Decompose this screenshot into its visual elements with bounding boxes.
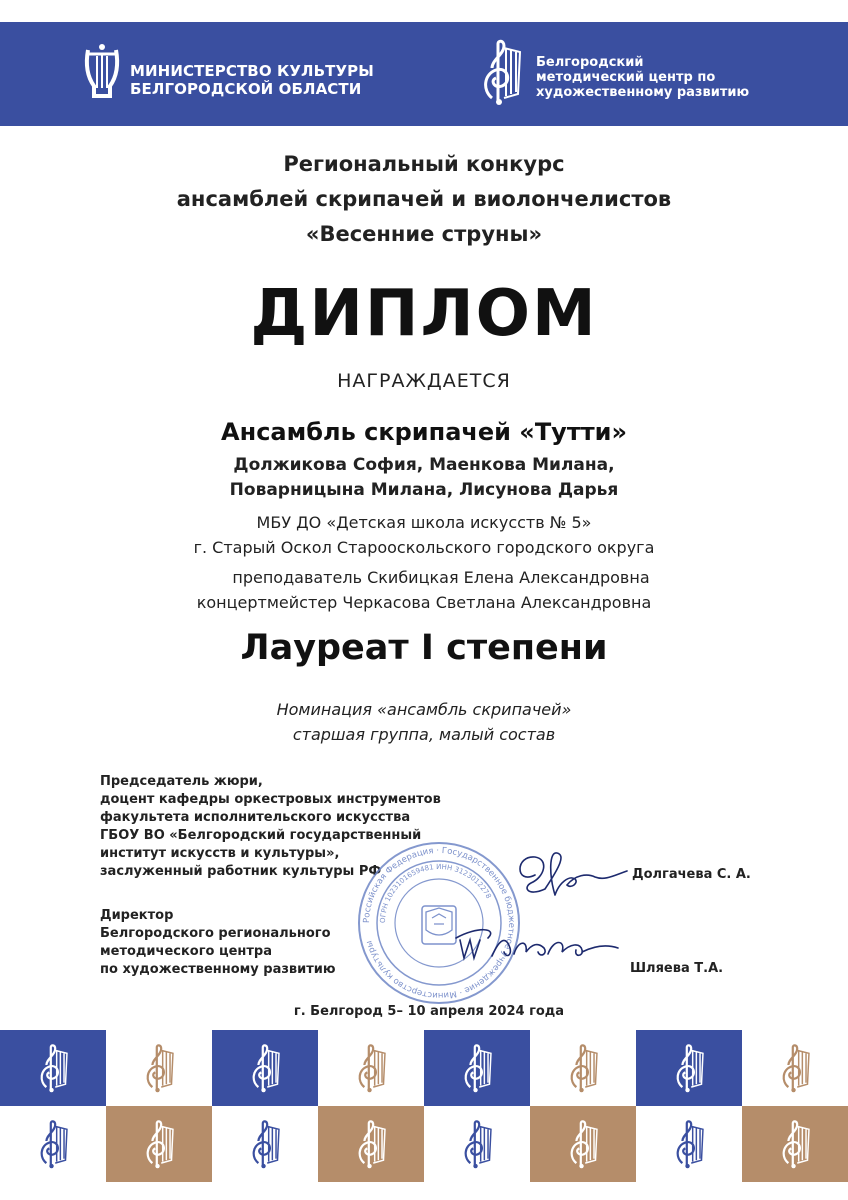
contest-line-3: «Весенние струны» (305, 222, 543, 246)
nomination-info (0, 697, 848, 747)
treble-clef-lyre-icon (478, 38, 524, 106)
accompanist-line: концертмейстер Черкасова Светлана Александровна (196, 593, 652, 612)
jury-line: ГБОУ ВО «Белгородский государственный (100, 828, 422, 843)
footer-tile (318, 1106, 424, 1182)
director-line: по художественному развитию (100, 962, 336, 977)
treble-clef-lyre-icon (350, 1119, 392, 1169)
footer-tile (212, 1106, 318, 1182)
laureate-title: Лауреат I степени (240, 628, 608, 668)
header-band (0, 22, 848, 126)
treble-clef-lyre-icon (138, 1043, 180, 1093)
footer-tile (530, 1106, 636, 1182)
teacher-line: преподаватель Скибицкая Елена Александровна (232, 568, 650, 587)
director-name: Шляева Т.А. (630, 961, 724, 976)
jury-line: факультета исполнительского искусства (100, 810, 411, 825)
ensemble-name: Ансамбль скрипачей «Тутти» (221, 418, 627, 446)
ministry-line-1: МИНИСТЕРСТВО КУЛЬТУРЫ (130, 62, 374, 80)
jury-chair-name: Долгачева С. А. (632, 867, 751, 882)
jury-line: Председатель жюри, (100, 774, 263, 789)
ministry-line-2: БЕЛГОРОДСКОЙ ОБЛАСТИ (130, 80, 362, 98)
treble-clef-lyre-icon (350, 1043, 392, 1093)
center-line-2: методический центр по (536, 70, 716, 85)
footer-tile (106, 1030, 212, 1106)
members-line-2: Поварницына Милана, Лисунова Дарья (229, 480, 619, 500)
footer-tile (424, 1030, 530, 1106)
treble-clef-lyre-icon (244, 1043, 286, 1093)
footer-tile (0, 1106, 106, 1182)
nomination-line-1: Номинация «ансамбль скрипачей» (276, 700, 572, 719)
treble-clef-lyre-icon (562, 1119, 604, 1169)
treble-clef-lyre-icon (244, 1119, 286, 1169)
treble-clef-lyre-icon (668, 1119, 710, 1169)
treble-clef-lyre-icon (562, 1043, 604, 1093)
lyre-icon (80, 42, 124, 102)
center-line-1: Белгородский (536, 55, 644, 70)
school-info (0, 510, 848, 560)
footer-tile (212, 1030, 318, 1106)
nomination-line-2: старшая группа, малый состав (292, 725, 556, 744)
contest-line-1: Региональный конкурс (283, 152, 565, 176)
treble-clef-lyre-icon (774, 1043, 816, 1093)
jury-line: заслуженный работник культуры РФ (100, 864, 382, 879)
center-line-3: художественному развитию (536, 85, 750, 100)
school-line-1: МБУ ДО «Детская школа искусств № 5» (256, 513, 592, 532)
director-line: Директор (100, 908, 174, 923)
treble-clef-lyre-icon (668, 1043, 710, 1093)
center-name (536, 55, 749, 100)
footer-tile (106, 1106, 212, 1182)
footer-tile (636, 1106, 742, 1182)
director-line: Белгородского регионального (100, 926, 331, 941)
school-line-2: г. Старый Оскол Старооскольского городского округа (193, 538, 655, 557)
stamp-inner-text: ОГРН 1023101659481 ИНН 3123012278 (378, 862, 493, 924)
director-line: методического центра (100, 944, 273, 959)
footer-tile (318, 1030, 424, 1106)
footer-tile (530, 1030, 636, 1106)
stamp-outer-text: Российская Федерация · Государственное бюджетное учреждение · Министерство культуры (361, 845, 517, 1001)
treble-clef-lyre-icon (32, 1043, 74, 1093)
treble-clef-lyre-icon (138, 1119, 180, 1169)
contest-title (0, 147, 848, 252)
footer-tile (0, 1030, 106, 1106)
contest-line-2: ансамблей скрипачей и виолончелистов (176, 187, 672, 211)
treble-clef-lyre-icon (456, 1119, 498, 1169)
jury-line: институт искусств и культуры», (100, 846, 340, 861)
jury-signature (505, 845, 635, 905)
place-and-date: г. Белгород 5– 10 апреля 2024 года (293, 1004, 565, 1019)
jury-line: доцент кафедры оркестровых инструментов (100, 792, 441, 807)
decorative-tile-footer (0, 1030, 848, 1200)
awarded-label: НАГРАЖДАЕТСЯ (337, 370, 511, 392)
footer-tile (424, 1106, 530, 1182)
footer-tile (636, 1030, 742, 1106)
treble-clef-lyre-icon (456, 1043, 498, 1093)
treble-clef-lyre-icon (32, 1119, 74, 1169)
diploma-title: ДИПЛОМ (250, 277, 598, 351)
members-list (0, 453, 848, 503)
treble-clef-lyre-icon (774, 1119, 816, 1169)
footer-tile (742, 1030, 848, 1106)
footer-tile (742, 1106, 848, 1182)
members-line-1: Должикова София, Маенкова Милана, (233, 455, 615, 475)
teachers-info (0, 565, 848, 615)
director-signature (448, 918, 623, 968)
ministry-name (130, 62, 374, 98)
director-title (100, 907, 380, 979)
